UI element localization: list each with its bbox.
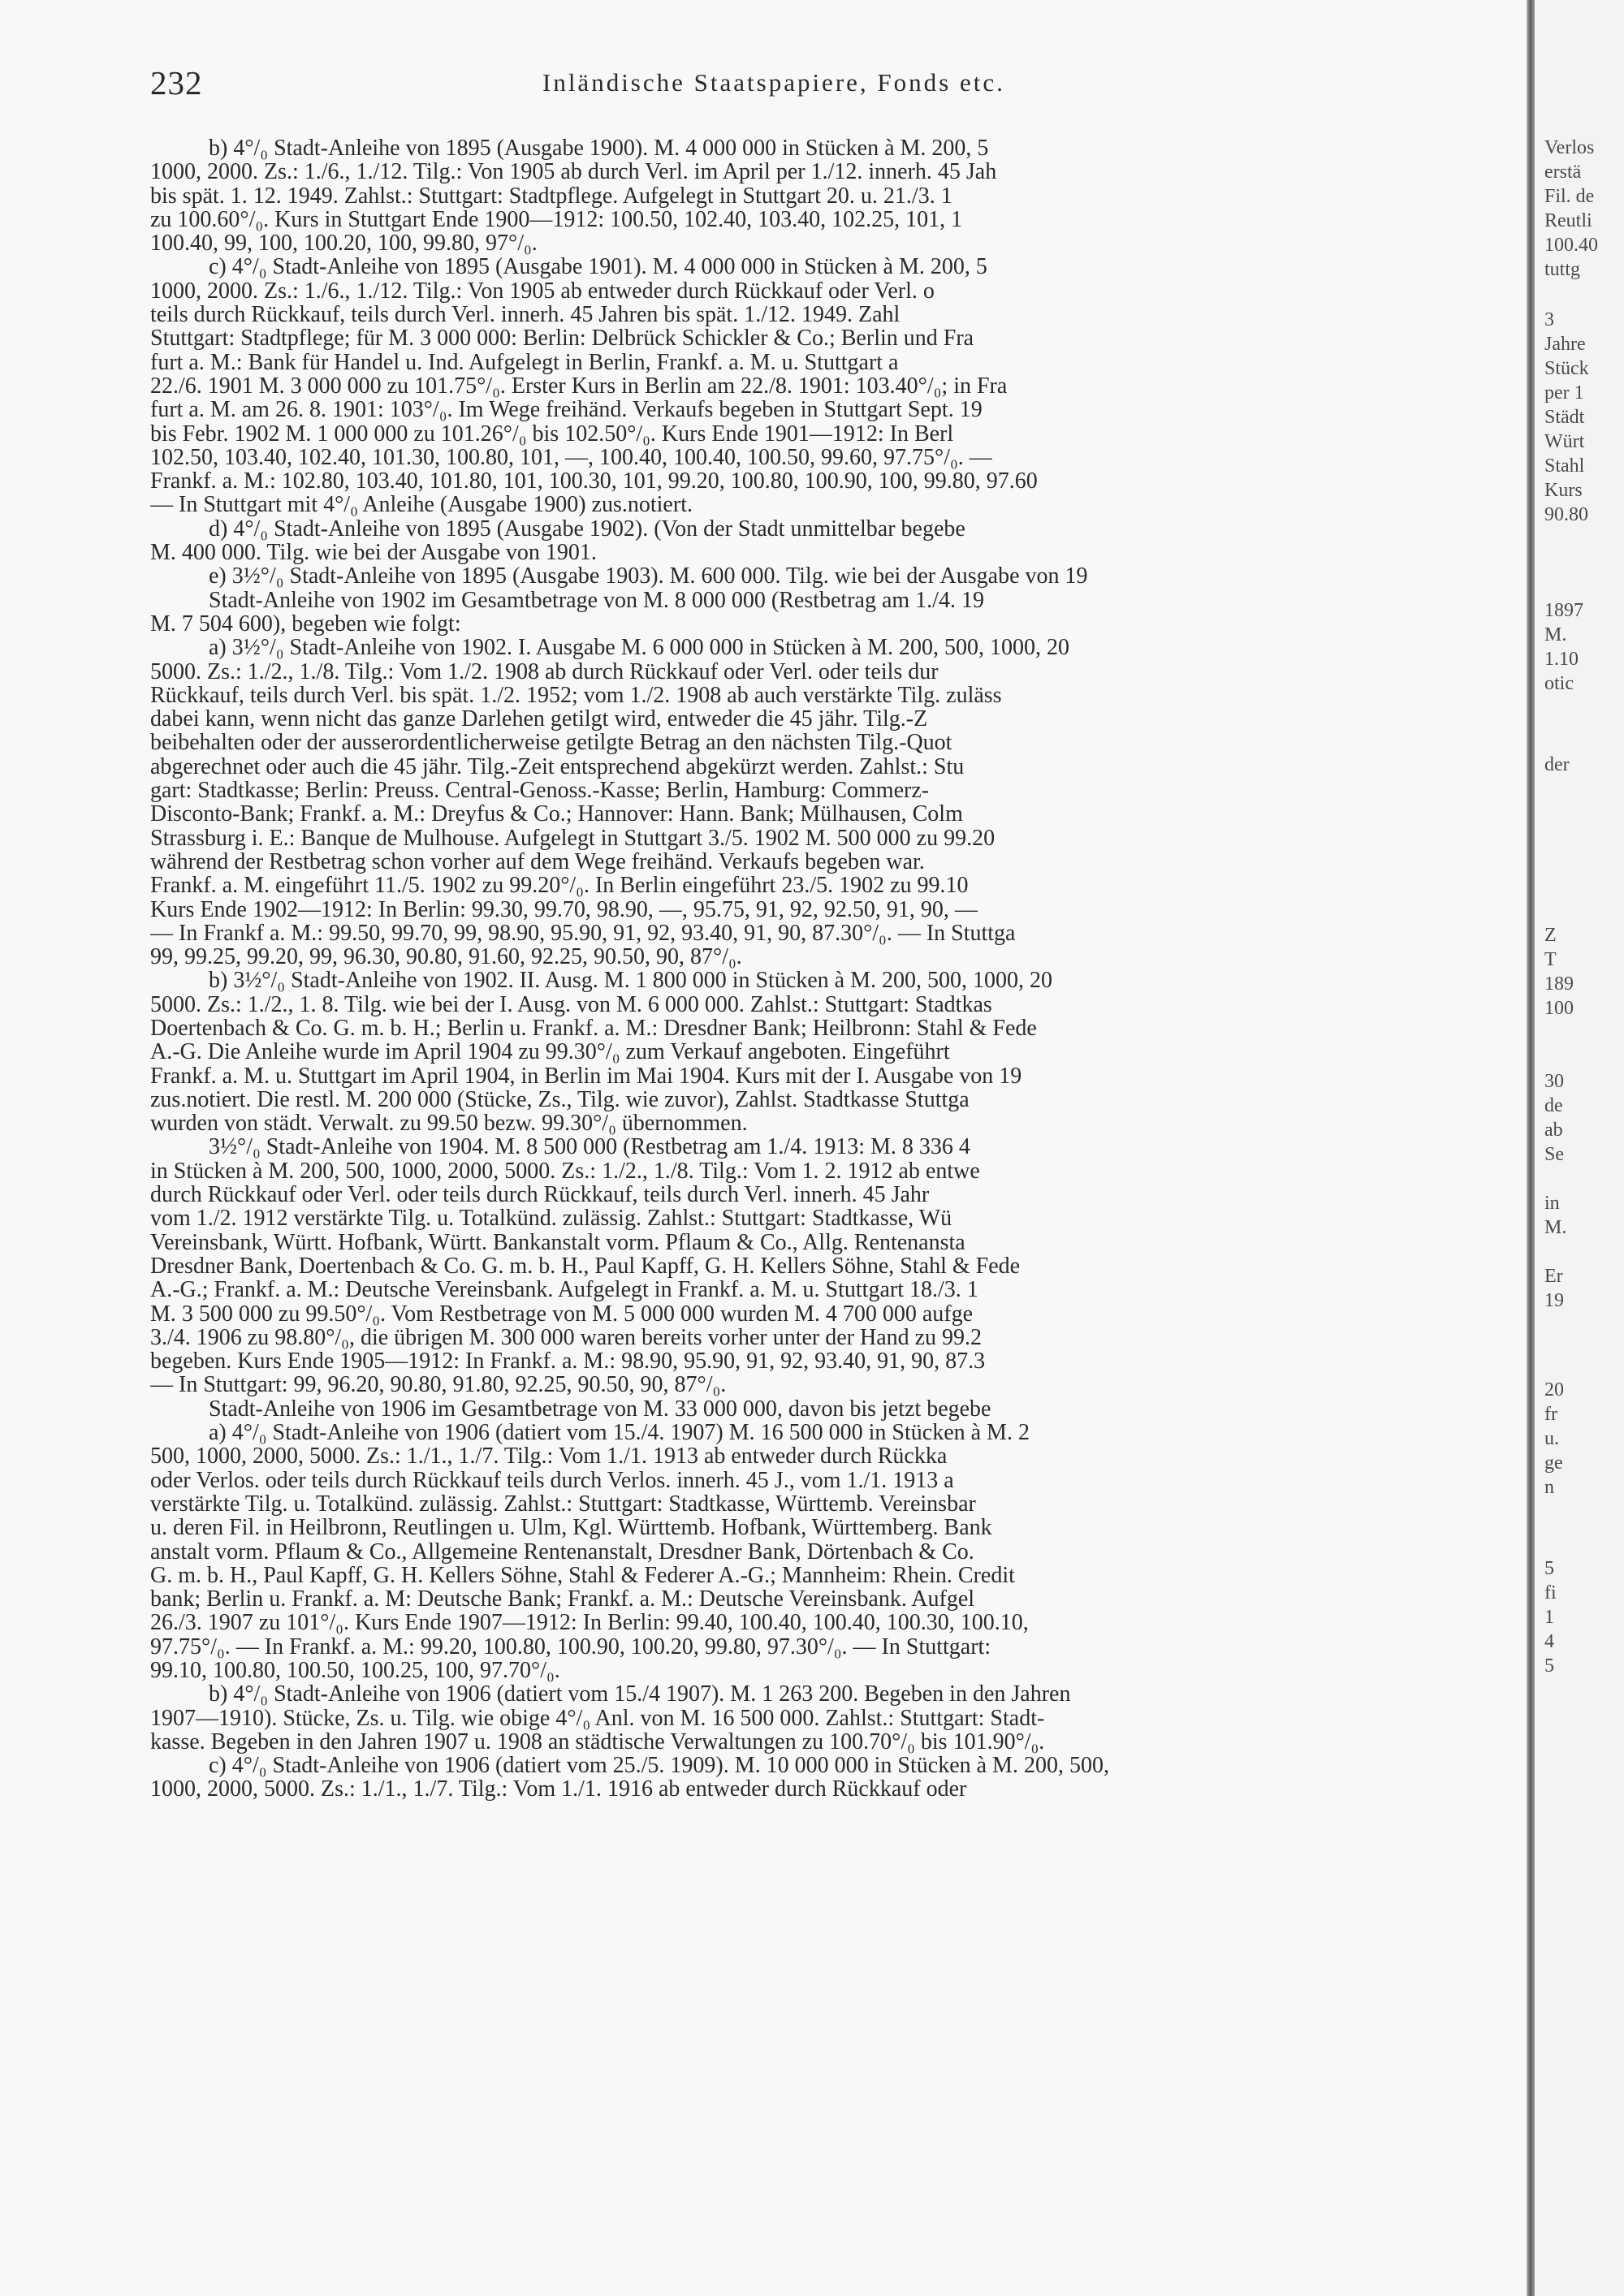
page-number: 232: [150, 64, 203, 101]
text-line: M. 3 500 000 zu 99.50°/₀. Vom Restbetrage von M. 5 000 000 wurden M. 4 700 000 aufge: [150, 1301, 974, 1326]
text-line: a) 4°/₀ Stadt-Anleihe von 1906 (datiert vom 15./4. 1907) M. 16 500 000 in Stücken à M. 2: [209, 1421, 1030, 1445]
text-line: Frankf. a. M. eingeführt 11./5. 1902 zu 99.20°/₀. In Berlin eingeführt 23./5. 1902 zu 99.10: [150, 874, 969, 898]
text-line: a) 3½°/₀ Stadt-Anleihe von 1902. I. Ausgabe M. 6 000 000 in Stücken à M. 200, 500, 1000, 20: [209, 636, 1069, 660]
adjacent-page-fragment: fr: [1544, 1404, 1557, 1425]
adjacent-page-fragment: Er: [1544, 1266, 1563, 1287]
adjacent-page-fragment: in: [1544, 1193, 1560, 1214]
text-line: Stadt-Anleihe von 1906 im Gesamtbetrage von M. 33 000 000, davon bis jetzt begebe: [209, 1396, 991, 1422]
text-line: 1907—1910). Stücke, Zs. u. Tilg. wie obige 4°/₀ Anl. von M. 16 500 000. Zahlst.: Stuttgart: Stadt-: [150, 1706, 1045, 1730]
adjacent-page-fragment: tuttg: [1544, 259, 1581, 280]
text-line: durch Rückkauf oder Verl. oder teils durch Rückkauf, teils durch Verl. innerh. 45 Jahr: [150, 1183, 930, 1207]
adjacent-page-fragment: 100.40: [1544, 235, 1598, 256]
text-line: wurden von städt. Verwalt. zu 99.50 bezw. 99.30°/₀ übernommen.: [150, 1111, 748, 1136]
page-header: [0, 63, 1527, 112]
adjacent-page-fragment: 20: [1544, 1379, 1564, 1400]
text-line: 102.50, 103.40, 102.40, 101.30, 100.80, 101, —, 100.40, 100.40, 100.50, 99.60, 97.75°/₀. —: [150, 445, 992, 470]
adjacent-page-fragment: 189: [1544, 973, 1574, 995]
text-line: 100.40, 99, 100, 100.20, 100, 99.80, 97°/₀.: [150, 231, 538, 256]
text-line: 1000, 2000, 5000. Zs.: 1./1., 1./7. Tilg.: Vom 1./1. 1916 ab entweder durch Rückkauf oder: [150, 1777, 967, 1802]
text-line: 99.10, 100.80, 100.50, 100.25, 100, 97.70°/₀.: [150, 1659, 560, 1683]
adjacent-page-fragment: Würt: [1544, 431, 1585, 452]
text-line: Doertenbach & Co. G. m. b. H.; Berlin u. Frankf. a. M.: Dresdner Bank; Heilbronn: Stahl & Fede: [150, 1016, 1037, 1041]
adjacent-page-fragment: Kurs: [1544, 480, 1583, 501]
adjacent-page-fragment: otic: [1544, 673, 1574, 694]
book-gutter: [1527, 0, 1535, 2296]
text-line: Stadt-Anleihe von 1902 im Gesamtbetrage von M. 8 000 000 (Restbetrag am 1./4. 19: [209, 588, 984, 612]
adjacent-page-fragment: 4: [1544, 1631, 1554, 1652]
text-line: 5000. Zs.: 1./2., 1./8. Tilg.: Vom 1./2. 1908 ab durch Rückkauf oder Verl. oder teils dur: [150, 659, 939, 684]
text-line: zu 100.60°/₀. Kurs in Stuttgart Ende 1900—1912: 100.50, 102.40, 103.40, 102.25, 101, 1: [150, 207, 963, 232]
text-line: 99, 99.25, 99.20, 99, 96.30, 90.80, 91.60, 92.25, 90.50, 90, 87°/₀.: [150, 945, 742, 969]
text-body: [150, 136, 1494, 1802]
text-line: begeben. Kurs Ende 1905—1912: In Frankf. a. M.: 98.90, 95.90, 91, 92, 93.40, 91, 90, 87.3: [150, 1349, 986, 1374]
text-line: während der Restbetrag schon vorher auf dem Wege freihänd. Verkaufs begeben war.: [150, 849, 925, 874]
text-line: 3½°/₀ Stadt-Anleihe von 1904. M. 8 500 000 (Restbetrag am 1./4. 1913: M. 8 336 4: [209, 1135, 970, 1159]
adjacent-page-fragment: der: [1544, 754, 1570, 775]
text-line: G. m. b. H., Paul Kapff, G. H. Kellers Söhne, Stahl & Federer A.-G.; Mannheim: Rhein. Credit: [150, 1563, 1015, 1588]
text-line: Frankf. a. M. u. Stuttgart im April 1904, in Berlin im Mai 1904. Kurs mit der I. Ausgabe von 19: [150, 1064, 1022, 1088]
text-line: 500, 1000, 2000, 5000. Zs.: 1./1., 1./7. Tilg.: Vom 1./1. 1913 ab entweder durch Rückka: [150, 1444, 948, 1469]
text-line: gart: Stadtkasse; Berlin: Preuss. Central-Genoss.-Kasse; Berlin, Hamburg: Commerz-: [150, 779, 930, 803]
text-line: bis Febr. 1902 M. 1 000 000 zu 101.26°/₀ bis 102.50°/₀. Kurs Ende 1901—1912: In Berl: [150, 421, 954, 446]
text-line: Vereinsbank, Württ. Hofbank, Württ. Bankanstalt vorm. Pflaum & Co., Allg. Rentenansta: [150, 1230, 965, 1254]
adjacent-page-fragment: Z: [1544, 925, 1557, 946]
text-line: — In Stuttgart: 99, 96.20, 90.80, 91.80, 92.25, 90.50, 90, 87°/₀.: [150, 1373, 727, 1397]
text-line: vom 1./2. 1912 verstärkte Tilg. u. Totalkünd. zulässig. Zahlst.: Stuttgart: Stadtkasse, Wü: [150, 1206, 952, 1231]
text-line: furt a. M.: Bank für Handel u. Ind. Aufgelegt in Berlin, Frankf. a. M. u. Stuttgart a: [150, 350, 899, 374]
text-line: bis spät. 1. 12. 1949. Zahlst.: Stuttgart: Stadtpflege. Aufgelegt in Stuttgart 20. u. 21./3. 1: [150, 183, 952, 208]
text-line: dabei kann, wenn nicht das ganze Darlehen getilgt wird, entweder die 45 jähr. Tilg.-Z: [150, 707, 928, 732]
text-line: Strassburg i. E.: Banque de Mulhouse. Aufgelegt in Stuttgart 3./5. 1902 M. 500 000 zu 99.20: [150, 826, 996, 850]
text-line: c) 4°/₀ Stadt-Anleihe von 1895 (Ausgabe 1901). M. 4 000 000 in Stücken à M. 200, 5: [209, 255, 987, 279]
adjacent-page-fragment: Fil. de: [1544, 186, 1595, 207]
text-line: 26./3. 1907 zu 101°/₀. Kurs Ende 1907—1912: In Berlin: 99.40, 100.40, 100.40, 100.30, 100.10,: [150, 1611, 1029, 1635]
text-line: in Stücken à M. 200, 500, 1000, 2000, 5000. Zs.: 1./2., 1./8. Tilg.: Vom 1. 2. 1912 ab entwe: [150, 1159, 980, 1184]
text-line: Disconto-Bank; Frankf. a. M.: Dreyfus & Co.; Hannover: Hann. Bank; Mülhausen, Colm: [150, 802, 963, 826]
text-line: bank; Berlin u. Frankf. a. M: Deutsche Bank; Frankf. a. M.: Deutsche Vereinsbank. Aufgel: [150, 1587, 975, 1612]
text-line: 1000, 2000. Zs.: 1./6., 1./12. Tilg.: Von 1905 ab durch Verl. im April per 1./12. innerh. 45 Jah: [150, 160, 997, 184]
adjacent-page-fragment: 19: [1544, 1290, 1564, 1311]
adjacent-page-fragment: 1: [1544, 1607, 1554, 1628]
adjacent-page-fragment: Stahl: [1544, 455, 1585, 477]
text-line: Frankf. a. M.: 102.80, 103.40, 101.80, 101, 100.30, 101, 99.20, 100.80, 100.90, 100, 99.80, 97.60: [150, 469, 1038, 494]
text-line: verstärkte Tilg. u. Totalkünd. zulässig. Zahlst.: Stuttgart: Stadtkasse, Württemb. Vereinsbar: [150, 1491, 976, 1517]
adjacent-page-fragment: erstä: [1544, 162, 1582, 183]
running-title: Inländische Staatspapiere, Fonds etc.: [542, 68, 1005, 97]
text-line: zus.notiert. Die restl. M. 200 000 (Stücke, Zs., Tilg. wie zuvor), Zahlst. Stadtkasse Stuttga: [150, 1087, 970, 1112]
adjacent-page-fragment: de: [1544, 1095, 1563, 1116]
text-line: u. deren Fil. in Heilbronn, Reutlingen u. Ulm, Kgl. Württemb. Hofbank, Württemberg. Bank: [150, 1516, 992, 1540]
text-line: Rückkauf, teils durch Verl. bis spät. 1./2. 1952; vom 1./2. 1908 ab auch verstärkte Tilg. zuläss: [150, 683, 1002, 708]
text-line: furt a. M. am 26. 8. 1901: 103°/₀. Im Wege freihänd. Verkaufs begeben in Stuttgart Sept. 19: [150, 398, 983, 422]
adjacent-page-fragment: Verlos: [1544, 137, 1595, 158]
adjacent-page-fragment: ge: [1544, 1452, 1563, 1474]
adjacent-page-fragment: n: [1544, 1477, 1554, 1498]
text-line: 3./4. 1906 zu 98.80°/₀, die übrigen M. 300 000 waren bereits vorher unter der Hand zu 99.2: [150, 1325, 983, 1350]
text-line: d) 4°/₀ Stadt-Anleihe von 1895 (Ausgabe 1902). (Von der Stadt unmittelbar begebe: [209, 516, 965, 542]
text-line: M. 7 504 600), begeben wie folgt:: [150, 611, 461, 637]
adjacent-page-fragment: 1.10: [1544, 649, 1579, 670]
text-line: 22./6. 1901 M. 3 000 000 zu 101.75°/₀. Erster Kurs in Berlin am 22./8. 1901: 103.40°/₀; in Fra: [150, 373, 1008, 399]
adjacent-page-fragment: fi: [1544, 1582, 1557, 1603]
text-line: e) 3½°/₀ Stadt-Anleihe von 1895 (Ausgabe 1903). M. 600 000. Tilg. wie bei der Ausgabe von 19: [209, 564, 1088, 589]
adjacent-page-fragment: Stück: [1544, 358, 1589, 379]
text-line: 5000. Zs.: 1./2., 1. 8. Tilg. wie bei der I. Ausg. von M. 6 000 000. Zahlst.: Stuttgart: Stadtkas: [150, 992, 992, 1016]
adjacent-page-fragment: Städt: [1544, 407, 1585, 428]
adjacent-page-fragment: M.: [1544, 1217, 1567, 1238]
text-line: Kurs Ende 1902—1912: In Berlin: 99.30, 99.70, 98.90, —, 95.75, 91, 92, 92.50, 91, 90, —: [150, 897, 978, 921]
text-line: 1000, 2000. Zs.: 1./6., 1./12. Tilg.: Von 1905 ab entweder durch Rückkauf oder Verl. o: [150, 278, 935, 304]
adjacent-page-fragment: 90.80: [1544, 504, 1588, 525]
adjacent-page-fragment: 5: [1544, 1558, 1554, 1579]
adjacent-page-fragment: 1897: [1544, 600, 1583, 621]
text-line: A.-G.; Frankf. a. M.: Deutsche Vereinsbank. Aufgelegt in Frankf. a. M. u. Stuttgart 18./3. 1: [150, 1278, 978, 1302]
text-line: anstalt vorm. Pflaum & Co., Allgemeine Rentenanstalt, Dresdner Bank, Dörtenbach & Co.: [150, 1539, 974, 1564]
text-line: b) 4°/₀ Stadt-Anleihe von 1895 (Ausgabe 1900). M. 4 000 000 in Stücken à M. 200, 5: [209, 136, 989, 161]
text-line: Dresdner Bank, Doertenbach & Co. G. m. b. H., Paul Kapff, G. H. Kellers Söhne, Stahl & Fede: [150, 1254, 1021, 1279]
text-line: kasse. Begeben in den Jahren 1907 u. 1908 an städtische Verwaltungen zu 100.70°/₀ bis 101.90°/₀.: [150, 1729, 1045, 1754]
text-line: teils durch Rückkauf, teils durch Verl. innerh. 45 Jahren bis spät. 1./12. 1949. Zahl: [150, 303, 901, 327]
adjacent-page-fragment: T: [1544, 949, 1557, 970]
text-line: abgerechnet oder auch die 45 jähr. Tilg.-Zeit entsprechend abgekürzt werden. Zahlst.: Stu: [150, 754, 965, 779]
text-line: b) 3½°/₀ Stadt-Anleihe von 1902. II. Ausg. M. 1 800 000 in Stücken à M. 200, 500, 1000, 20: [209, 969, 1053, 993]
text-line: M. 400 000. Tilg. wie bei der Ausgabe von 1901.: [150, 541, 597, 565]
adjacent-page-fragment: 100: [1544, 998, 1574, 1019]
text-line: — In Stuttgart mit 4°/₀ Anleihe (Ausgabe 1900) zus.notiert.: [150, 493, 693, 517]
text-line: Stuttgart: Stadtpflege; für M. 3 000 000: Berlin: Delbrück Schickler & Co.; Berlin und Fra: [150, 326, 974, 351]
text-line: 97.75°/₀. — In Frankf. a. M.: 99.20, 100.80, 100.90, 100.20, 99.80, 97.30°/₀. — In Stuttgart:: [150, 1634, 991, 1659]
text-line: oder Verlos. oder teils durch Rückkauf teils durch Verlos. innerh. 45 J., vom 1./1. 1913 a: [150, 1468, 954, 1492]
adjacent-page-fragment: u.: [1544, 1428, 1559, 1449]
adjacent-page-fragment: per 1: [1544, 382, 1584, 404]
adjacent-page-fragment: 5: [1544, 1655, 1554, 1677]
text-line: beibehalten oder der ausserordentlicherweise getilgte Betrag an den nächsten Tilg.-Quot: [150, 731, 952, 755]
adjacent-page-fragment: 3: [1544, 309, 1554, 330]
adjacent-page-edge: [1535, 0, 1624, 2296]
adjacent-page-fragment: ab: [1544, 1120, 1563, 1141]
adjacent-page-fragment: Se: [1544, 1144, 1564, 1165]
text-line: c) 4°/₀ Stadt-Anleihe von 1906 (datiert vom 25./5. 1909). M. 10 000 000 in Stücken à M. 200, 500,: [209, 1754, 1109, 1778]
text-line: A.-G. Die Anleihe wurde im April 1904 zu 99.30°/₀ zum Verkauf angeboten. Eingeführt: [150, 1040, 950, 1064]
adjacent-page-fragment: Jahre: [1544, 334, 1586, 355]
adjacent-page-fragment: M.: [1544, 624, 1567, 645]
text-line: b) 4°/₀ Stadt-Anleihe von 1906 (datiert vom 15./4 1907). M. 1 263 200. Begeben in den Jahren: [209, 1682, 1071, 1707]
adjacent-page-fragment: Reutli: [1544, 210, 1592, 231]
text-line: — In Frankf a. M.: 99.50, 99.70, 99, 98.90, 95.90, 91, 92, 93.40, 91, 90, 87.30°/₀. — In Stuttga: [150, 921, 1016, 946]
adjacent-page-fragment: 30: [1544, 1071, 1564, 1092]
